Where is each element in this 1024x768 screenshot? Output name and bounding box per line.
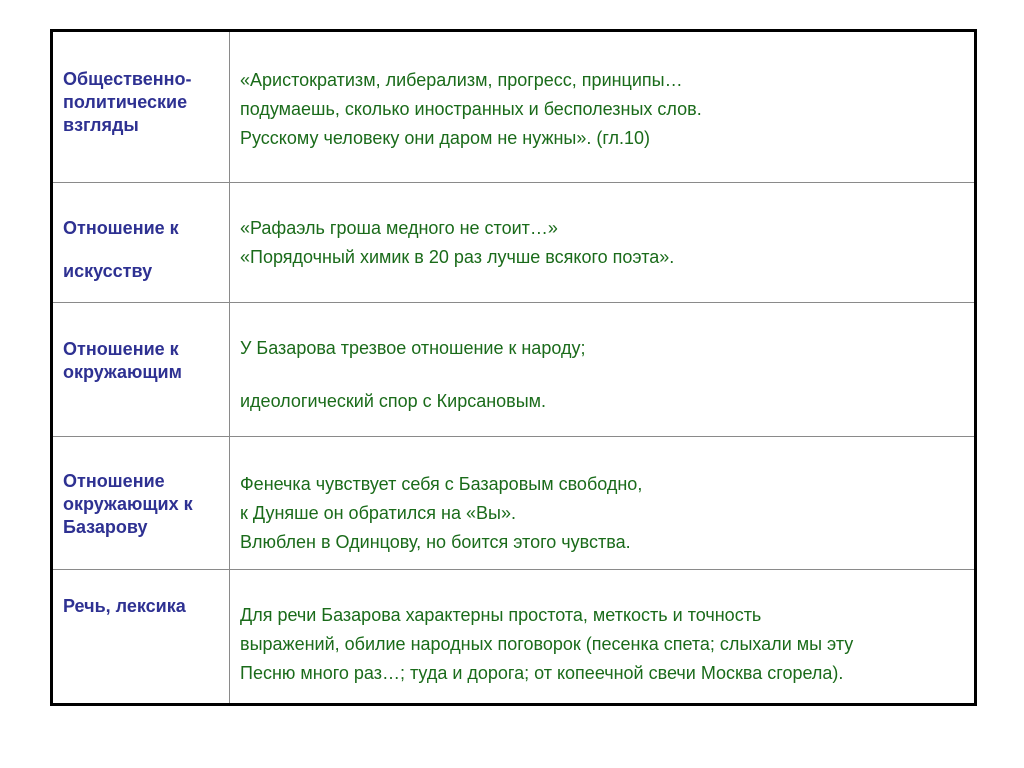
label-line: взгляды xyxy=(63,115,139,135)
content-line: идеологический спор с Кирсановым. xyxy=(240,391,547,411)
row-content xyxy=(230,303,974,416)
label-line: окружающих к xyxy=(63,494,193,514)
table-row xyxy=(52,183,976,303)
content-line: выражений, обилие народных поговорок (песенка спета; слыхали мы эту xyxy=(240,634,854,654)
content-line: подумаешь, сколько иностранных и бесполезных слов. xyxy=(240,99,702,119)
table-row xyxy=(52,31,976,183)
content-line: к Дуняше он обратился на «Вы». xyxy=(240,503,516,523)
label-line: Отношение к xyxy=(63,218,179,238)
label-line: Отношение xyxy=(63,471,165,491)
row-label xyxy=(53,303,229,384)
row-label xyxy=(53,437,229,539)
content-line: Влюблен в Одинцову, но боится этого чувства. xyxy=(240,532,631,552)
content-line: Для речи Базарова характерны простота, меткость и точность xyxy=(240,605,762,625)
row-content-cell xyxy=(230,303,976,437)
label-line: Отношение к xyxy=(63,339,179,359)
row-content xyxy=(230,32,974,153)
content-line: «Аристократизм, либерализм, прогресс, принципы… xyxy=(240,70,683,90)
row-content-cell xyxy=(230,183,976,303)
row-content-cell xyxy=(230,570,976,705)
table-row xyxy=(52,437,976,570)
content-line: Фенечка чувствует себя с Базаровым свободно, xyxy=(240,474,643,494)
row-label-cell xyxy=(52,183,230,303)
content-line: Русскому человеку они даром не нужны». (гл.10) xyxy=(240,128,651,148)
row-content xyxy=(230,183,974,272)
label-line: окружающим xyxy=(63,362,182,382)
content-line: «Порядочный химик в 20 раз лучше всякого поэта». xyxy=(240,247,675,267)
content-line: У Базарова трезвое отношение к народу; xyxy=(240,338,586,358)
row-content xyxy=(230,437,974,557)
row-content-cell xyxy=(230,437,976,570)
row-label xyxy=(53,570,229,618)
label-line: Базарову xyxy=(63,517,148,537)
row-label-cell xyxy=(52,303,230,437)
row-content-cell xyxy=(230,31,976,183)
content-line: «Рафаэль гроша медного не стоит…» xyxy=(240,218,558,238)
table-row xyxy=(52,570,976,705)
row-label-cell xyxy=(52,31,230,183)
label-line: Общественно- xyxy=(63,69,192,89)
label-line: политические xyxy=(63,92,188,112)
row-label-cell xyxy=(52,570,230,705)
label-line: Речь, лексика xyxy=(63,596,186,616)
comparison-table xyxy=(50,29,977,706)
table-row xyxy=(52,303,976,437)
row-label xyxy=(53,32,229,137)
content-line: Песню много раз…; туда и дорога; от копеечной свечи Москва сгорела). xyxy=(240,663,844,683)
row-label xyxy=(53,183,229,283)
row-label-cell xyxy=(52,437,230,570)
row-content xyxy=(230,570,974,688)
label-line: искусству xyxy=(63,261,153,281)
